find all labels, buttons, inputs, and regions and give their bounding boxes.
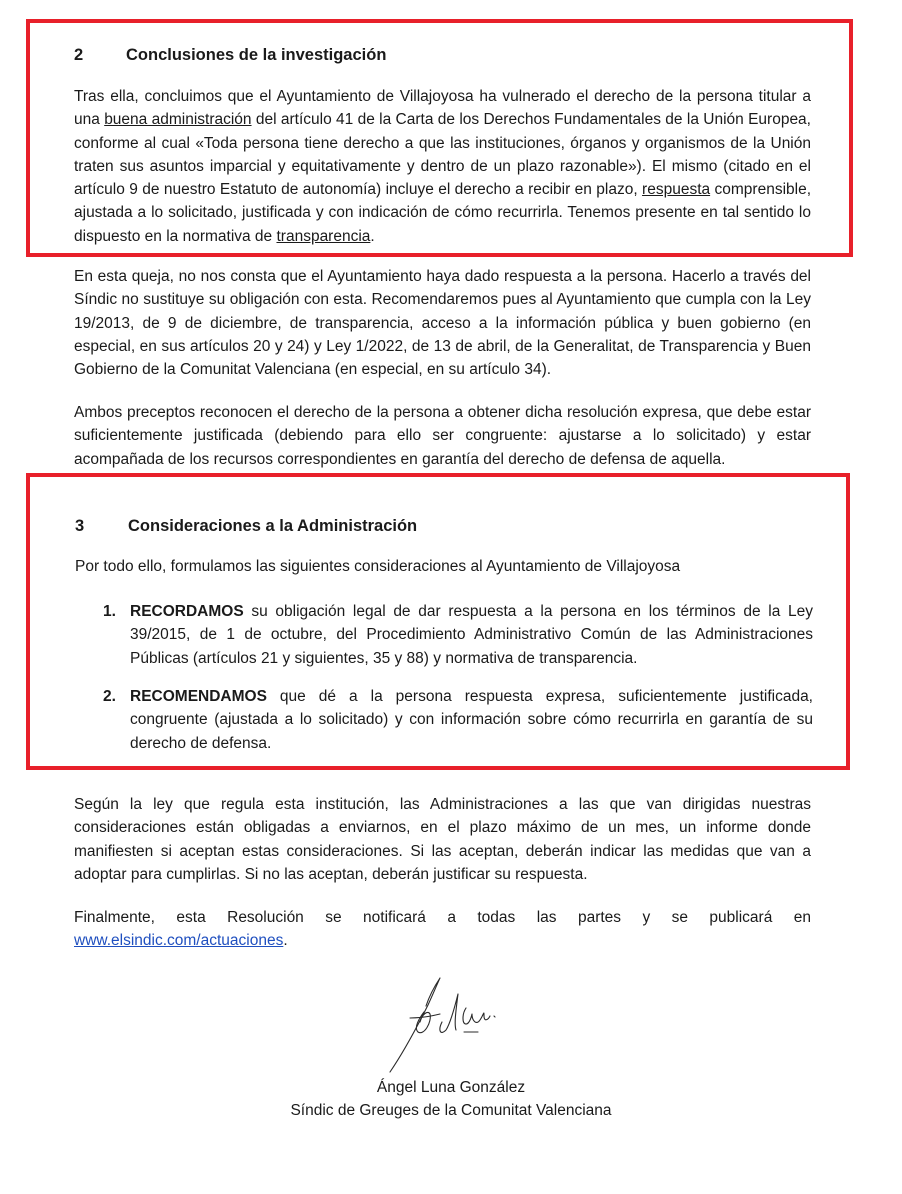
signer-role: Síndic de Greuges de la Comunitat Valenciana: [290, 1102, 612, 1119]
item-number: 1.: [103, 603, 116, 620]
section-number: 2: [74, 46, 84, 64]
report-obligation-paragraph: Según la ley que regula esta institución, las Administraciones a las que van dirigidas nuestras consideraciones están obligadas a enviarnos, en el plazo máximo de un mes, un informe donde manifiesten si aceptan estas consideraciones. Si las aceptan, deberán indicar las medidas que van a adoptar para cumplirlas. Si no las aceptan, deberán justificar su respuesta.: [74, 796, 811, 883]
section-title: Conclusiones de la investigación: [126, 46, 387, 64]
transparencia-link[interactable]: transparencia: [276, 227, 371, 245]
text-run: .: [370, 227, 375, 245]
item-body: que dé a la persona respuesta expresa, suficientemente justificada, congruente (ajustada a lo solicitado) y con información sobre cómo recurrirla en garantía de su derecho de defensa.: [130, 688, 813, 752]
signer-name: Ángel Luna González: [376, 1079, 526, 1096]
publication-paragraph-line1: Finalmente, esta Resolución se notificará a todas las partes y se publicará en: [74, 909, 811, 926]
item-keyword: RECORDAMOS: [130, 603, 244, 620]
handwritten-signature: [380, 970, 510, 1075]
section-title: Consideraciones a la Administración: [128, 517, 418, 535]
section-number: 3: [75, 517, 85, 535]
respuesta-link[interactable]: respuesta: [642, 181, 711, 199]
buena-administracion-link[interactable]: buena administración: [104, 111, 252, 129]
considerations-intro: Por todo ello, formulamos las siguientes consideraciones al Ayuntamiento de Villajoyosa: [75, 558, 681, 575]
item-text: [130, 685, 813, 755]
item-body: su obligación legal de dar respuesta a la persona en los términos de la Ley 39/2015, de 1 de octubre, del Procedimiento Administrativo Común de las Administraciones Públicas (artículos 21 y siguientes, 35 y 88) y normativa de transparencia.: [130, 603, 813, 667]
item-text: [130, 600, 813, 670]
text-run: Tras ella, concluimos que el Ayuntamiento de Villajoyosa ha vulnerado el derecho de la persona titular a una: [74, 88, 811, 129]
actuaciones-link[interactable]: www.elsindic.com/actuaciones: [74, 932, 284, 949]
complaint-paragraph: En esta queja, no nos consta que el Ayuntamiento haya dado respuesta a la persona. Hacerlo a través del Síndic no sustituye su obligación con esta. Recomendaremos pues al Ayuntamiento que cumpla con la Ley 19/2013, de 9 de diciembre, de transparencia, acceso a la información pública y buen gobierno (en especial, en sus artículos 20 y 24) y Ley 1/2022, de 13 de abril, de la Generalitat, de Transparencia y Buen Gobierno de la Comunitat Valenciana (en especial, en su artículo 34).: [74, 268, 811, 379]
text-run: del artículo 41 de la Carta de los Derechos Fundamentales de la Unión Europea, conforme al cual «Toda persona tiene derecho a que las instituciones, órganos y organismos de la Unión traten sus asuntos imparcial y equitativamente y dentro de un plazo razonable»). El mismo (citado en el artículo 9 de nuestro Estatuto de autonomía) incluye el derecho a recibir en plazo,: [74, 111, 811, 199]
text-run: comprensible, ajustada a lo solicitado, justificada y con indicación de cómo recurrirla. Tenemos presente en tal sentido lo dispuesto en la normativa de: [74, 181, 811, 245]
precepts-paragraph: Ambos preceptos reconocen el derecho de la persona a obtener dicha resolución expresa, que debe estar suficientemente justificada (debiendo para ello ser congruente: ajustarse a lo solicitado) y estar acompañada de los recursos correspondientes en garantía del derecho de defensa de aquella.: [74, 404, 811, 468]
text-run: .: [283, 932, 288, 949]
publication-paragraph-line2: [74, 929, 811, 952]
conclusions-paragraph: [74, 85, 811, 248]
item-number: 2.: [103, 688, 116, 705]
item-keyword: RECOMENDAMOS: [130, 688, 267, 705]
